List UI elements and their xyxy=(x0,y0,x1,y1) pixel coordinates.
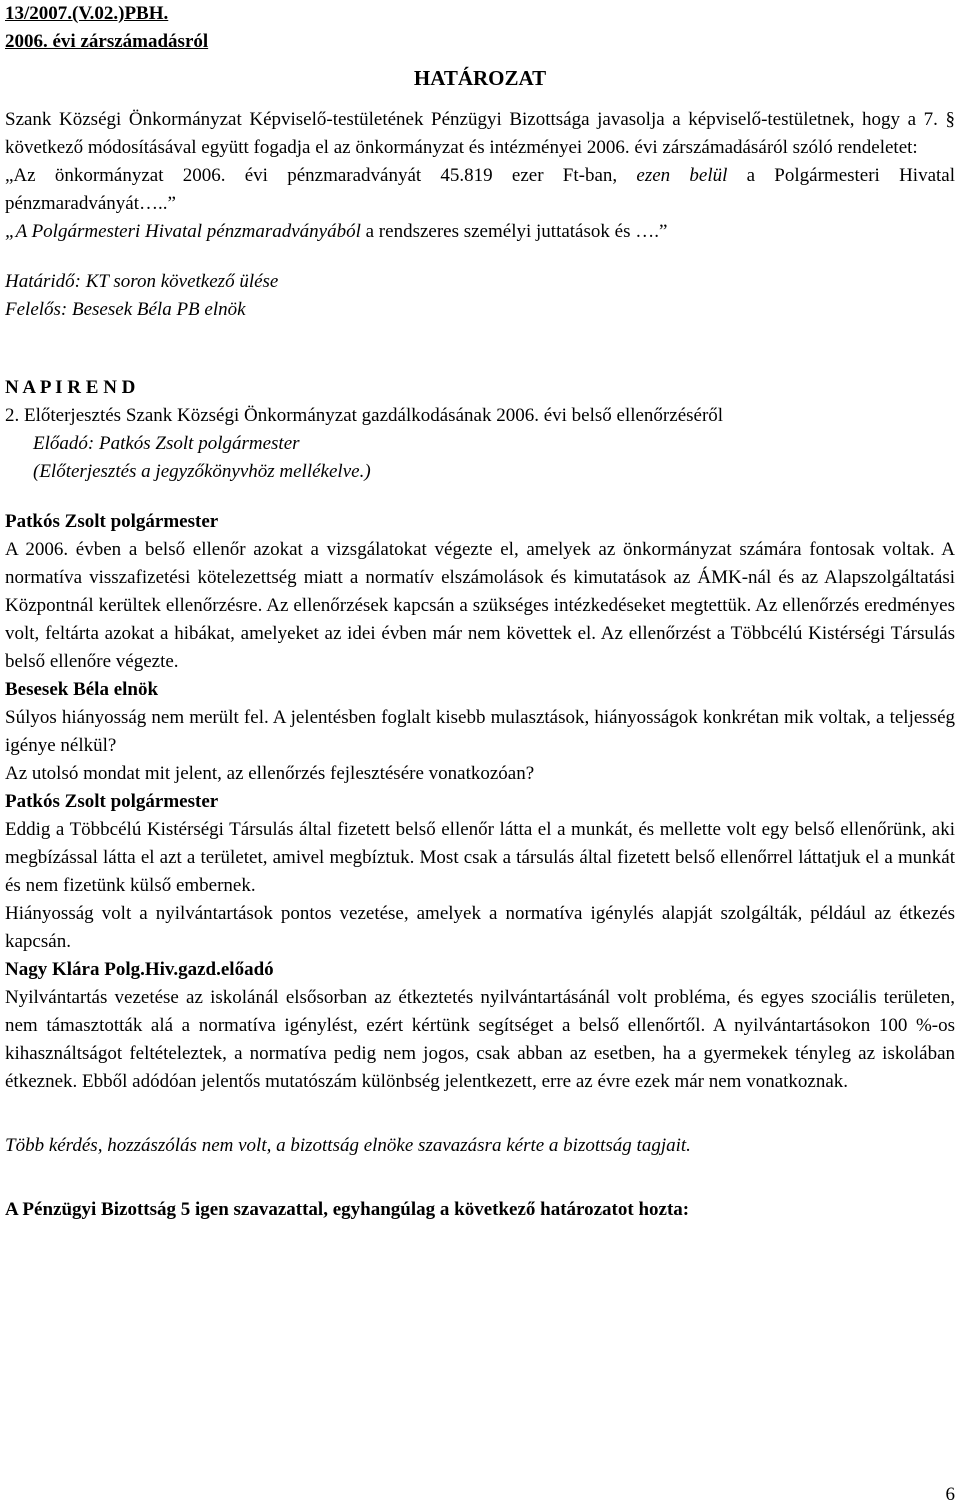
speech-paragraph: Súlyos hiányosság nem merült fel. A jelentésben foglalt kisebb mulasztások, hiányosságok konkrétan mik voltak, a teljesség igénye nélkül? xyxy=(5,707,955,756)
speech-paragraph: A 2006. évben a belső ellenőr azokat a vizsgálatokat végezte el, amelyek az önkormányzat számára fontosak voltak. A normatíva visszafizetési kötelezettség miatt a normatív elszámolások és kimutatások az ÁMK-nál és az Alapszolgáltatási Központnál kerültek ellenőrzésre. Az ellenőrzések kapcsán a szükséges intézkedéseket megtettük. Az ellenőrzés eredményes volt, feltárta azokat a hibákat, amelyeket az idei évben már nem követtek el. Az ellenőrzést a Többcélú Kistérségi Társulás belső ellenőre végezte. xyxy=(5,539,955,672)
speech-paragraph: Eddig a Többcélú Kistérségi Társulás által fizetett belső ellenőr látta el a munkát, és mellette volt egy belső ellenőrünk, aki megbízással látta el azt a területet, amivel megbíztuk. Most csak a társulás által fizetett belső ellenőrrel láttatjuk el a munkát és nem fizetünk külső embernek. xyxy=(5,819,955,896)
resolution-text-b: következő módosításával együtt fogadja el az önkormányzat és intézményei 2006. évi zárszámadásáról szóló rendeletet: xyxy=(5,137,918,158)
speaker-name: Patkós Zsolt polgármester xyxy=(5,791,219,812)
agenda-attachment: (Előterjesztés a jegyzőkönyvhöz mellékelve.) xyxy=(33,461,371,482)
vote-result: A Pénzügyi Bizottság 5 igen szavazattal, egyhangúlag a következő határozatot hozta: xyxy=(5,1199,690,1220)
document-title: HATÁROZAT xyxy=(413,66,547,90)
resolution-paragraph-2 xyxy=(5,162,955,218)
agenda-heading: N A P I R E N D xyxy=(5,377,136,398)
resolution-amount-text: „Az önkormányzat 2006. évi pénzmaradványát 45.819 ezer Ft-ban, xyxy=(5,165,637,186)
page-number: 6 xyxy=(945,1484,955,1505)
resolution-paragraph-3-rest: a rendszeres személyi juttatások és ….” xyxy=(360,221,668,242)
discussion xyxy=(5,508,955,1096)
agenda-presenter: Előadó: Patkós Zsolt polgármester xyxy=(33,433,300,454)
deadline: Határidő: KT soron következő ülése xyxy=(5,271,279,292)
section-sign: § xyxy=(945,109,955,130)
speech-paragraph: Hiányosság volt a nyilvántartások pontos vezetése, amelyek a normatíva igénylés alapját szolgálták, például az étkezés kapcsán. xyxy=(5,903,955,952)
speech-paragraph: Az utolsó mondat mit jelent, az ellenőrzés fejlesztésére vonatkozóan? xyxy=(5,763,535,784)
resolution-reference: 13/2007.(V.02.)PBH. xyxy=(5,3,169,24)
resolution-paragraph-3 xyxy=(5,218,955,246)
responsible: Felelős: Besesek Béla PB elnök xyxy=(5,299,246,320)
speaker-name: Nagy Klára Polg.Hiv.gazd.előadó xyxy=(5,959,274,980)
resolution-italic-text: „A Polgármesteri Hivatal pénzmaradványából xyxy=(5,221,361,242)
resolution-amount-text-b: a Polgármesteri Hivatal pénzmaradványát…..” xyxy=(5,165,956,214)
speaker-name: Patkós Zsolt polgármester xyxy=(5,511,219,532)
resolution-emphasis: ezen belül xyxy=(636,165,728,186)
resolution-topic: 2006. évi zárszámadásról xyxy=(5,31,209,52)
resolution-paragraph-1 xyxy=(5,106,955,162)
speech-paragraph: Nyilvántartás vezetése az iskolánál elsősorban az étkeztetés nyilvántartásánál volt probléma, és egyes szociális területen, nem támasztották alá a normatíva igénylést, ezért kértünk segítséget a belső ellenőrtől. A nyilvántartásokon 100 %-os kihasználtságot feltételeztek, a normatíva pedig nem jogos, csak abban az esetben, ha a gyermekek tényleg az iskolában étkeznek. Ebből adódóan jelentős mutatószám különbség jelentkezett, erre az évre ezek már nem vonatkoznak. xyxy=(5,987,955,1092)
resolution-text-a: Szank Községi Önkormányzat Képviselő-testületének Pénzügyi Bizottsága javasolja a képviselő-testületnek, hogy a 7. xyxy=(5,109,946,130)
agenda-item: 2. Előterjesztés Szank Községi Önkormányzat gazdálkodásának 2006. évi belső ellenőrzéséről xyxy=(5,405,724,426)
closing-note: Több kérdés, hozzászólás nem volt, a bizottság elnöke szavazásra kérte a bizottság tagjait. xyxy=(5,1135,691,1156)
speaker-name: Besesek Béla elnök xyxy=(5,679,159,700)
